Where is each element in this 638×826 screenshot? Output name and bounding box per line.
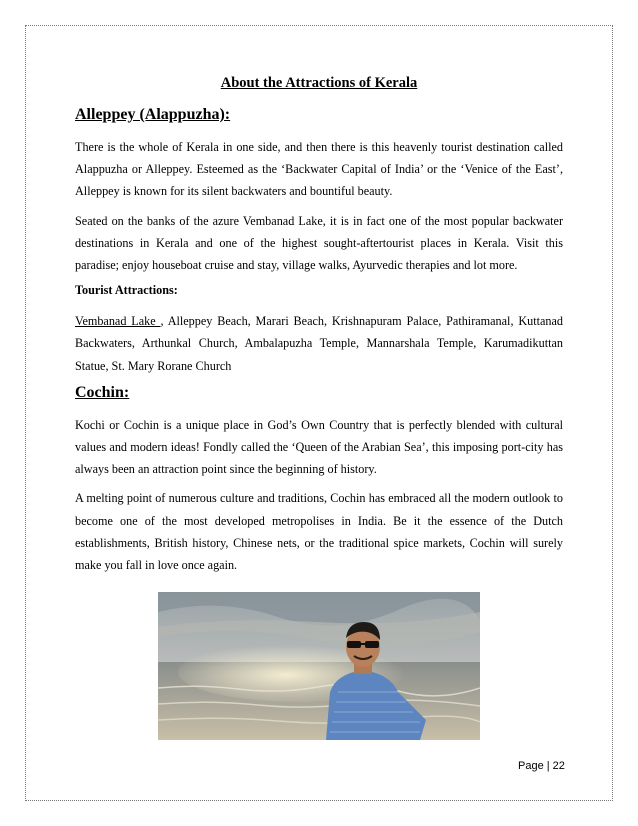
document-body xyxy=(75,75,563,583)
tourist-attractions-list xyxy=(75,310,563,377)
beach-photo xyxy=(158,592,480,740)
cochin-paragraph-1: Kochi or Cochin is a unique place in God’s Own Country that is perfectly blended with cultural values and modern ideas! Fondly called the ‘Queen of the Arabian Sea’, this imposing port-city has always been an attraction point since the beginning of history. xyxy=(75,417,563,477)
vembanad-lake-link[interactable]: Vembanad Lake xyxy=(75,314,161,329)
alleppey-paragraph-2: Seated on the banks of the azure Vembanad Lake, it is in fact one of the most popular backwater destinations in Kerala and one of the highest sought-aftertourist places in Kerala. Visit this paradise; enjoy houseboat cruise and stay, village walks, Ayurvedic therapies and lot more. xyxy=(75,213,563,273)
page-number: Page | 22 xyxy=(518,760,565,772)
tourist-attractions-heading: Tourist Attractions: xyxy=(75,283,178,298)
section-heading-cochin: Cochin: xyxy=(75,383,130,401)
section-heading-alleppey: Alleppey (Alappuzha): xyxy=(75,106,231,123)
document-title: About the Attractions of Kerala xyxy=(220,75,418,91)
beach-photo-illustration xyxy=(158,592,480,740)
attractions-list-text: , Alleppey Beach, Marari Beach, Krishnapuram Palace, Pathiramanal, Kuttanad Backwaters, Arthunkal Church, Ambalapuzha Temple, Mannarshala Temple, Karumadikuttan Statue, St. Mary Rorane Church xyxy=(75,314,564,373)
alleppey-paragraph-1: There is the whole of Kerala in one side, and then there is this heavenly tourist destination called Alappuzha or Alleppey. Esteemed as the ‘Backwater Capital of India’ or the ‘Venice of the East’, Alleppey is known for its silent backwaters and bountiful beauty. xyxy=(75,140,563,199)
cochin-paragraph-2: A melting point of numerous culture and traditions, Cochin has embraced all the modern outlook to become one of the most developed metropolises in India. Be it the essence of the Dutch establishments, British history, Chinese nets, or the traditional spice markets, Cochin will surely make you fall in love once again. xyxy=(75,491,563,573)
